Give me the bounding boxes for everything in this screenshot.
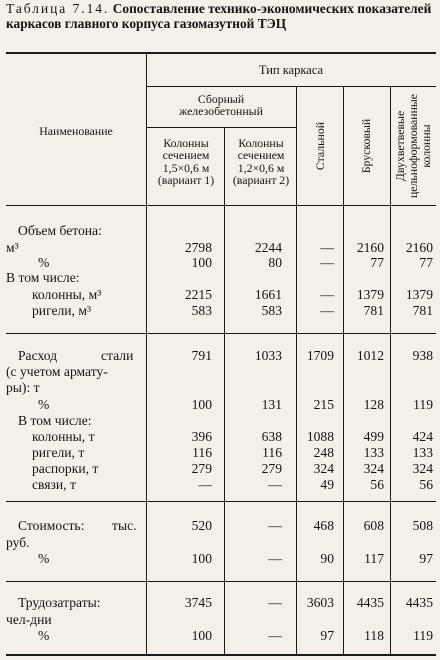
- col-t-label: колонны, т: [32, 429, 95, 444]
- cell-steel-pct-3: 215: [313, 397, 334, 412]
- cell-gird-t-4: 133: [363, 445, 384, 460]
- vrule-c: [343, 86, 344, 654]
- precast-header: Сборный железобетонный: [179, 92, 263, 119]
- cell-concrete-pct-5: 77: [419, 255, 433, 270]
- labor-title-2: чел-дни: [6, 612, 52, 627]
- cell-concrete-pct-1: 100: [191, 255, 212, 270]
- cell-concrete-pct-3: —: [320, 255, 334, 270]
- cell-steel-pct-4: 128: [363, 397, 384, 412]
- header-bottom-rule: [6, 205, 436, 206]
- cell-labor-2: —: [268, 595, 282, 610]
- col-c-header: Стальной: [313, 121, 327, 171]
- cell-steel-pct-5: 119: [413, 397, 433, 412]
- frame-type-rule: [146, 86, 436, 87]
- cell-steel-pct-1: 100: [191, 397, 212, 412]
- cell-columns-m3-4: 1379: [356, 287, 384, 302]
- concrete-title: Объем бетона:: [18, 223, 102, 238]
- cell-col-t-1: 396: [191, 429, 212, 444]
- cell-gird-t-5: 133: [412, 445, 433, 460]
- cell-cost-1: 520: [191, 518, 212, 533]
- cell-concrete-m3-5: 2160: [405, 240, 433, 255]
- cell-steel-t-4: 1012: [356, 348, 384, 363]
- cell-labor-5: 4435: [405, 595, 433, 610]
- section-rule-3: [6, 581, 436, 582]
- cost-title: Стоимость:: [18, 518, 85, 533]
- cell-col-t-4: 499: [363, 429, 384, 444]
- cell-steel-t-5: 938: [412, 348, 433, 363]
- labor-title: Трудозатраты:: [18, 595, 101, 610]
- cell-gird-t-3: 248: [313, 445, 334, 460]
- cell-labor-pct-2: —: [268, 628, 282, 643]
- cell-concrete-m3-3: —: [320, 240, 334, 255]
- steel-title-3: ры): т: [6, 380, 40, 395]
- cell-cost-pct-3: 90: [320, 551, 334, 566]
- cell-col-t-2: 638: [261, 429, 282, 444]
- incl-label-2: В том числе:: [18, 413, 92, 428]
- cell-girders-m3-2: 583: [261, 303, 282, 318]
- cell-col-t-5: 424: [412, 429, 433, 444]
- cell-labor-1: 3745: [184, 595, 212, 610]
- cell-gird-t-2: 116: [262, 445, 282, 460]
- steel-title-2: (с учетом армату-: [6, 364, 108, 379]
- cell-labor-pct-3: 97: [320, 628, 334, 643]
- steel-title-a: Расход: [18, 348, 58, 363]
- cell-labor-pct-4: 118: [364, 628, 384, 643]
- cell-cost-pct-5: 97: [419, 551, 433, 566]
- labor-pct-label: %: [38, 628, 50, 643]
- cost-title-2: руб.: [6, 535, 30, 550]
- table-title: Сопоставление технико-экономических показателей каркасов главного корпуса газомазутной ТЭЦ: [6, 1, 432, 31]
- vrule-d: [390, 86, 391, 654]
- cell-steel-t-3: 1709: [306, 348, 334, 363]
- cell-girders-m3-5: 781: [412, 303, 433, 318]
- cell-steel-pct-2: 131: [261, 397, 282, 412]
- vrule-a: [224, 127, 225, 654]
- col-a-header: Колонны сечением 1,5×0,6 м (вариант 1): [157, 136, 215, 188]
- cell-tie-t-5: 56: [419, 477, 433, 492]
- vrule-name: [146, 52, 147, 654]
- col-d-header: Брусковый: [359, 118, 373, 174]
- cell-cost-pct-4: 117: [364, 551, 384, 566]
- section-rule-1: [6, 333, 436, 334]
- frame-type-header: Тип каркаса: [258, 63, 324, 77]
- col-b-header: Колонны сечением 1,2×0,6 м (вариант 2): [232, 136, 290, 188]
- gird-t-label: ригели, т: [32, 445, 85, 460]
- tie-t-label: связи, т: [32, 477, 76, 492]
- col-e-header: Двухветвевые цельноформованные колонны: [393, 93, 433, 199]
- incl-label-1: В том числе:: [6, 270, 80, 285]
- columns-m3-label: колонны, м³: [32, 287, 102, 302]
- cell-labor-pct-5: 119: [413, 628, 433, 643]
- section-rule-2: [6, 501, 436, 502]
- steel-title-b: стали: [101, 348, 134, 363]
- cell-labor-4: 4435: [356, 595, 384, 610]
- cell-labor-3: 3603: [306, 595, 334, 610]
- cell-cost-5: 508: [412, 518, 433, 533]
- strut-t-label: распорки, т: [32, 461, 99, 476]
- cell-columns-m3-1: 2215: [184, 287, 212, 302]
- name-column-header: Наименование: [39, 124, 113, 138]
- cell-tie-t-3: 49: [320, 477, 334, 492]
- cost-title-b: тыс.: [112, 518, 137, 533]
- cell-cost-3: 468: [313, 518, 334, 533]
- cell-cost-pct-1: 100: [191, 551, 212, 566]
- cell-cost-2: —: [268, 518, 282, 533]
- cell-concrete-m3-2: 2244: [254, 240, 282, 255]
- cell-steel-t-2: 1033: [254, 348, 282, 363]
- cell-strut-t-2: 279: [261, 461, 282, 476]
- cell-girders-m3-4: 781: [363, 303, 384, 318]
- table-number: Таблица 7.14.: [6, 1, 110, 16]
- cell-tie-t-4: 56: [370, 477, 384, 492]
- cell-strut-t-3: 324: [313, 461, 334, 476]
- cell-columns-m3-3: —: [320, 287, 334, 302]
- precast-rule: [146, 127, 296, 128]
- girders-m3-label: ригели, м³: [32, 303, 92, 318]
- cell-girders-m3-1: 583: [191, 303, 212, 318]
- cell-steel-t-1: 791: [191, 348, 212, 363]
- cell-concrete-m3-1: 2798: [184, 240, 212, 255]
- cell-girders-m3-3: —: [320, 303, 334, 318]
- top-rule: [6, 52, 436, 54]
- cell-concrete-pct-2: 80: [268, 255, 282, 270]
- vrule-b: [296, 86, 297, 654]
- concrete-pct-label: %: [38, 255, 50, 270]
- cost-pct-label: %: [38, 551, 50, 566]
- cell-columns-m3-2: 1661: [254, 287, 282, 302]
- concrete-unit: м³: [6, 240, 19, 255]
- bottom-rule: [6, 654, 436, 656]
- cell-strut-t-4: 324: [363, 461, 384, 476]
- cell-columns-m3-5: 1379: [405, 287, 433, 302]
- cell-strut-t-1: 279: [191, 461, 212, 476]
- cell-concrete-m3-4: 2160: [356, 240, 384, 255]
- cell-tie-t-1: —: [198, 477, 212, 492]
- steel-pct-label: %: [38, 397, 50, 412]
- cell-col-t-3: 1088: [306, 429, 334, 444]
- cell-labor-pct-1: 100: [191, 628, 212, 643]
- table-caption: [6, 2, 436, 31]
- cell-cost-4: 608: [363, 518, 384, 533]
- cell-strut-t-5: 324: [412, 461, 433, 476]
- cell-tie-t-2: —: [268, 477, 282, 492]
- cell-gird-t-1: 116: [192, 445, 212, 460]
- cell-concrete-pct-4: 77: [370, 255, 384, 270]
- cell-cost-pct-2: —: [268, 551, 282, 566]
